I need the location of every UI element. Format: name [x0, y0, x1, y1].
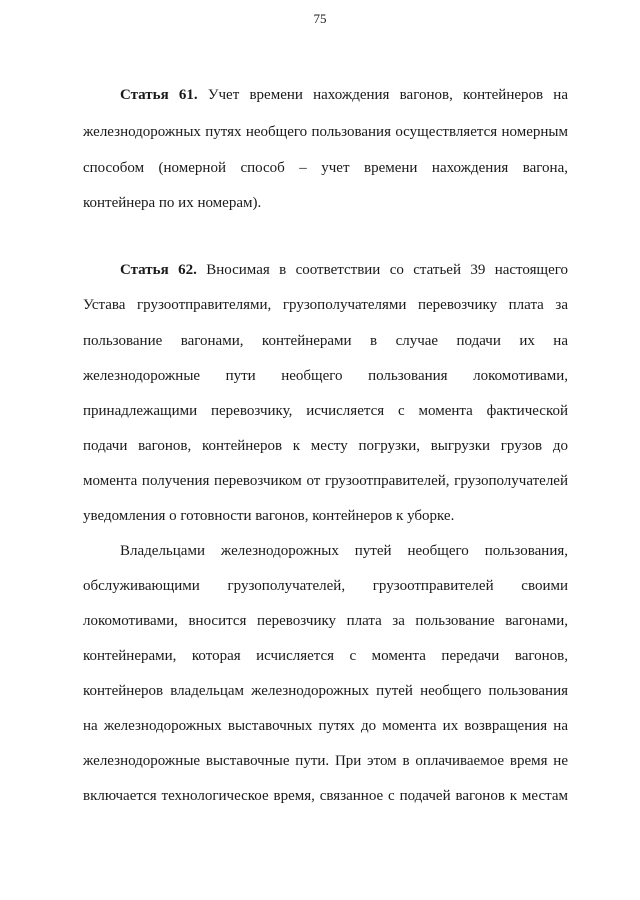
article-62-line-6: подачи вагонов, контейнеров к месту погрузки, выгрузки грузов до — [83, 438, 568, 454]
paragraph-owners-line-7: железнодорожные выставочные пути. При этом в оплачиваемое время не — [83, 753, 568, 769]
article-62-line-1 — [120, 261, 568, 279]
article-62-line-7: момента получения перевозчиком от грузоотправителей, грузополучателей — [83, 473, 568, 489]
article-61-line-1 — [120, 86, 568, 104]
article-62-line-3: пользование вагонами, контейнерами в случае подачи их на — [83, 333, 568, 349]
article-62-line-4: железнодорожные пути необщего пользования локомотивами, — [83, 368, 568, 384]
article-62-text: Вносимая в соответствии со статьей 39 настоящего — [206, 262, 569, 278]
paragraph-owners-line-6: на железнодорожных выставочных путях до момента их возвращения на — [83, 718, 568, 734]
article-61-line-4: контейнера по их номерам). — [83, 195, 262, 211]
article-62-line-5: принадлежащими перевозчику, исчисляется с момента фактической — [83, 403, 568, 419]
article-62-label: Статья 62. — [120, 262, 197, 278]
paragraph-owners-line-4: контейнерами, которая исчисляется с момента передачи вагонов, — [83, 648, 568, 664]
article-62-line-2: Устава грузоотправителями, грузополучателями перевозчику плата за — [83, 297, 568, 313]
page-number: 75 — [313, 11, 327, 26]
paragraph-owners-line-8: включается технологическое время, связанное с подачей вагонов к местам — [83, 788, 568, 804]
paragraph-owners-line-1: Владельцами железнодорожных путей необщего пользования, — [120, 543, 568, 559]
paragraph-owners-line-3: локомотивами, вносится перевозчику плата за пользование вагонами, — [83, 613, 568, 629]
article-61-text: Учет времени нахождения вагонов, контейнеров на — [207, 87, 568, 103]
paragraph-owners-line-2: обслуживающими грузополучателей, грузоотправителей своими — [83, 578, 568, 594]
article-62-line-8: уведомления о готовности вагонов, контейнеров к уборке. — [83, 508, 455, 524]
article-61-line-2: железнодорожных путях необщего пользования осуществляется номерным — [83, 124, 568, 140]
article-61-line-3: способом (номерной способ – учет времени нахождения вагона, — [83, 160, 568, 176]
article-61-label: Статья 61. — [120, 87, 198, 103]
paragraph-owners-line-5: контейнеров владельцам железнодорожных путей необщего пользования — [83, 683, 568, 699]
